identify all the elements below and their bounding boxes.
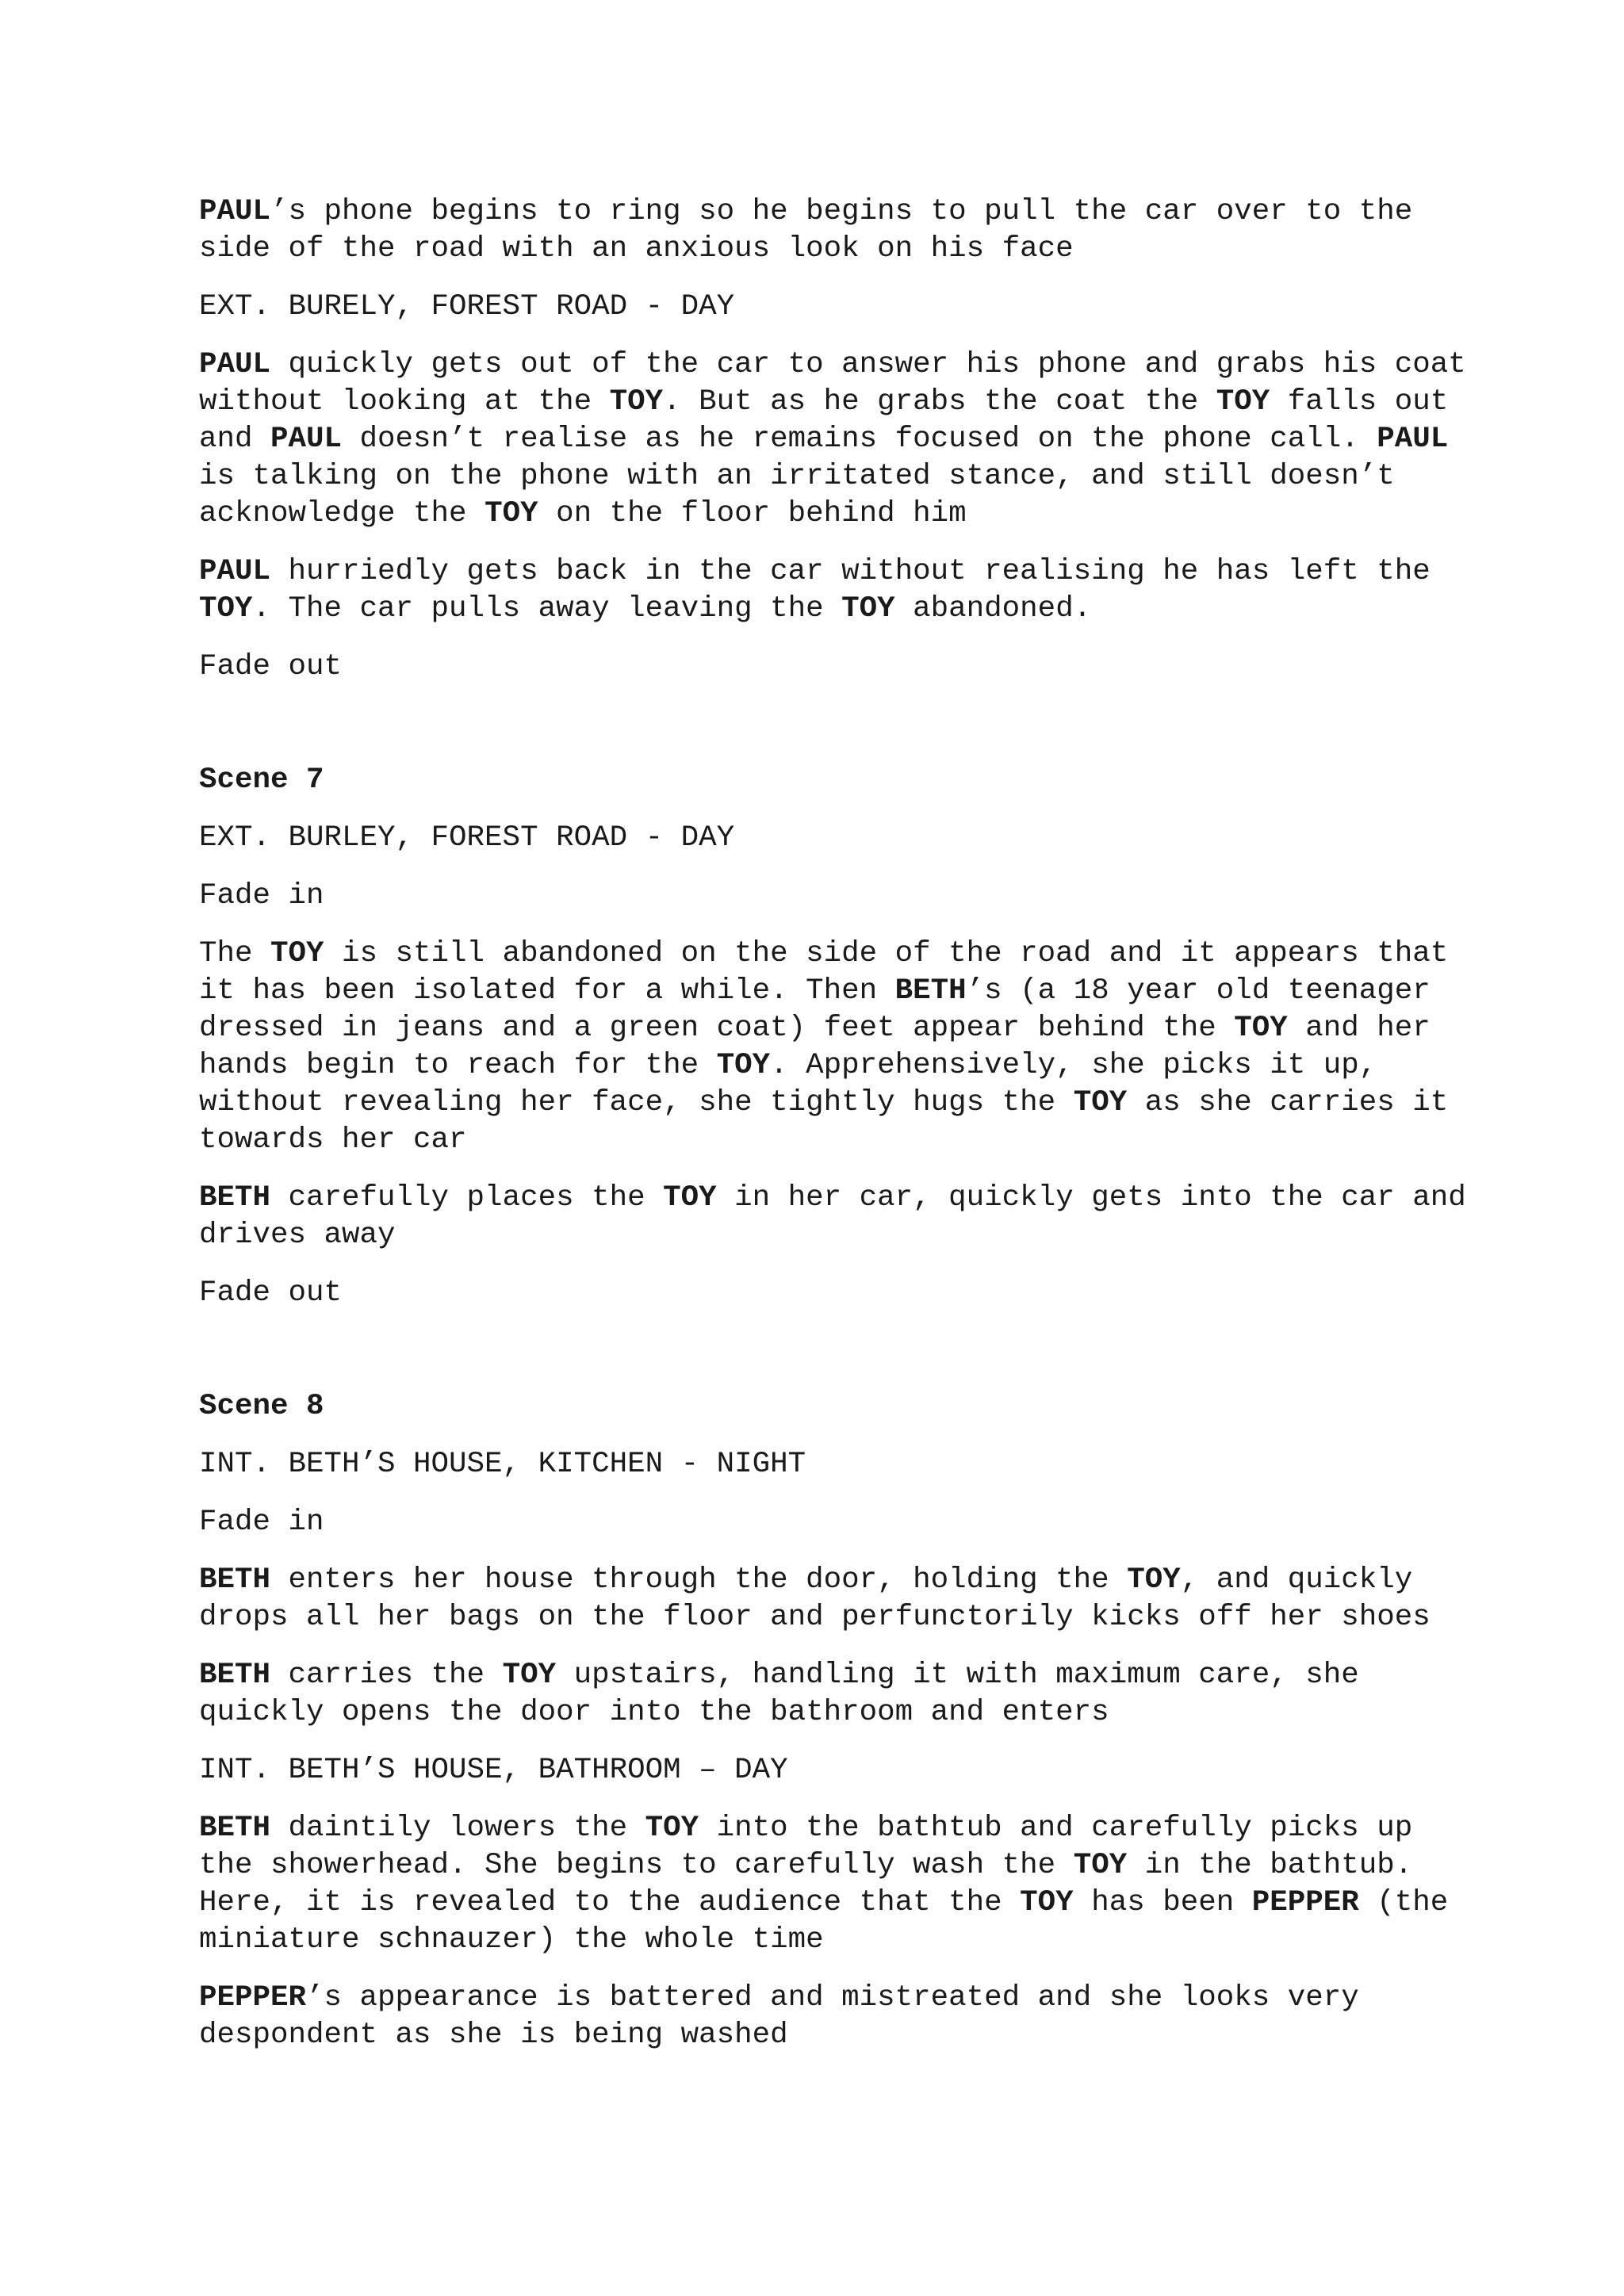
transition (199, 878, 1484, 915)
character-name: Scene 8 (199, 1390, 324, 1423)
text-run: has been (1073, 1886, 1252, 1919)
scene-heading (199, 762, 1484, 799)
scene-spacer (199, 1333, 1484, 1388)
character-name: TOY (663, 1181, 717, 1215)
text-run: Fade out (199, 650, 343, 683)
text-run: . Apprehensively, she picks it up, without revealing her face, she tightly hugs the (199, 1049, 1377, 1119)
character-name: TOY (502, 1659, 557, 1692)
character-name: PAUL (199, 195, 271, 228)
text-run: . But as he grabs the coat the (663, 385, 1216, 419)
text-run: (the miniature schnauzer) the whole time (199, 1886, 1449, 1957)
text-run: ’s phone begins to ring so he begins to pull the car over to the side of the road with an anxious look on his face (199, 195, 1413, 266)
text-run: daintily lowers the (270, 1812, 645, 1845)
action-paragraph (199, 193, 1484, 268)
character-name: TOY (270, 937, 324, 970)
transition (199, 649, 1484, 686)
text-run: doesn’t realise as he remains focused on the phone call. (342, 423, 1377, 456)
scene-spacer (199, 706, 1484, 762)
text-run: INT. BETH’S HOUSE, BATHROOM – DAY (199, 1754, 788, 1787)
script-page (199, 193, 1484, 2075)
character-name: BETH (199, 1563, 271, 1597)
text-run: into the bathtub and carefully picks up the showerhead. She begins to carefully wash the (199, 1812, 1413, 1882)
character-name: TOY (1234, 1012, 1288, 1045)
text-run: ’s (a 18 year old teenager dressed in jeans and a green coat) feet appear behind the (199, 974, 1431, 1045)
action-paragraph (199, 936, 1484, 1159)
text-run: ’s appearance is battered and mistreated and she looks very despondent as she is being washed (199, 1981, 1359, 2052)
character-name: PEPPER (1251, 1886, 1359, 1919)
slugline (199, 1752, 1484, 1789)
text-run: . The car pulls away leaving the (252, 592, 842, 626)
character-name: TOY (1073, 1086, 1128, 1119)
character-name: BETH (199, 1812, 271, 1845)
action-paragraph (199, 1810, 1484, 1959)
character-name: TOY (1073, 1849, 1128, 1882)
text-run: Fade in (199, 879, 324, 913)
text-run: The (199, 937, 271, 970)
character-name: TOY (485, 497, 538, 530)
action-paragraph (199, 1657, 1484, 1732)
slugline (199, 289, 1484, 326)
character-name: Scene 7 (199, 763, 324, 797)
character-name: PAUL (199, 555, 271, 588)
text-run: in her car, quickly gets into the car and drives away (199, 1181, 1466, 1252)
action-paragraph (199, 346, 1484, 533)
text-run: EXT. BURELY, FOREST ROAD - DAY (199, 290, 735, 323)
character-name: TOY (1020, 1886, 1074, 1919)
text-run: on the floor behind him (538, 497, 967, 530)
text-run: Fade out (199, 1276, 343, 1310)
text-run: quickly gets out of the car to answer his phone and grabs his coat without looking at the (199, 348, 1466, 419)
character-name: BETH (894, 974, 967, 1008)
character-name: PAUL (1377, 423, 1449, 456)
character-name: TOY (609, 385, 664, 419)
text-run: EXT. BURLEY, FOREST ROAD - DAY (199, 821, 735, 855)
text-run: and her hands begin to reach for the (199, 1012, 1431, 1082)
slugline (199, 820, 1484, 857)
transition (199, 1275, 1484, 1312)
text-run: is still abandoned on the side of the road and it appears that it has been isolated for a while. Then (199, 937, 1449, 1008)
text-run: as she carries it towards her car (199, 1086, 1449, 1157)
scene-heading (199, 1388, 1484, 1425)
character-name: PAUL (199, 348, 271, 381)
character-name: TOY (645, 1812, 699, 1845)
character-name: TOY (1127, 1563, 1181, 1597)
transition (199, 1504, 1484, 1541)
text-run: hurriedly gets back in the car without realising he has left the (270, 555, 1431, 588)
text-run: carries the (270, 1659, 503, 1692)
action-paragraph (199, 1180, 1484, 1254)
character-name: PEPPER (199, 1981, 307, 2015)
text-run: is talking on the phone with an irritated stance, and still doesn’t acknowledge the (199, 460, 1395, 530)
text-run: falls out and (199, 385, 1449, 456)
text-run: Fade in (199, 1506, 324, 1539)
text-run: , and quickly drops all her bags on the floor and perfunctorily kicks off her shoes (199, 1563, 1431, 1634)
character-name: BETH (199, 1181, 271, 1215)
text-run: in the bathtub. Here, it is revealed to the audience that the (199, 1849, 1413, 1919)
text-run: abandoned. (894, 592, 1092, 626)
action-paragraph (199, 1562, 1484, 1636)
character-name: BETH (199, 1659, 271, 1692)
slugline (199, 1446, 1484, 1483)
character-name: PAUL (270, 423, 343, 456)
action-paragraph (199, 553, 1484, 628)
text-run: upstairs, handling it with maximum care, she quickly opens the door into the bathroom and enters (199, 1659, 1359, 1729)
character-name: TOY (1216, 385, 1270, 419)
action-paragraph (199, 1980, 1484, 2054)
character-name: TOY (841, 592, 895, 626)
text-run: INT. BETH’S HOUSE, KITCHEN - NIGHT (199, 1448, 806, 1481)
text-run: carefully places the (270, 1181, 664, 1215)
character-name: TOY (199, 592, 253, 626)
text-run: enters her house through the door, holding the (270, 1563, 1128, 1597)
character-name: TOY (716, 1049, 771, 1082)
